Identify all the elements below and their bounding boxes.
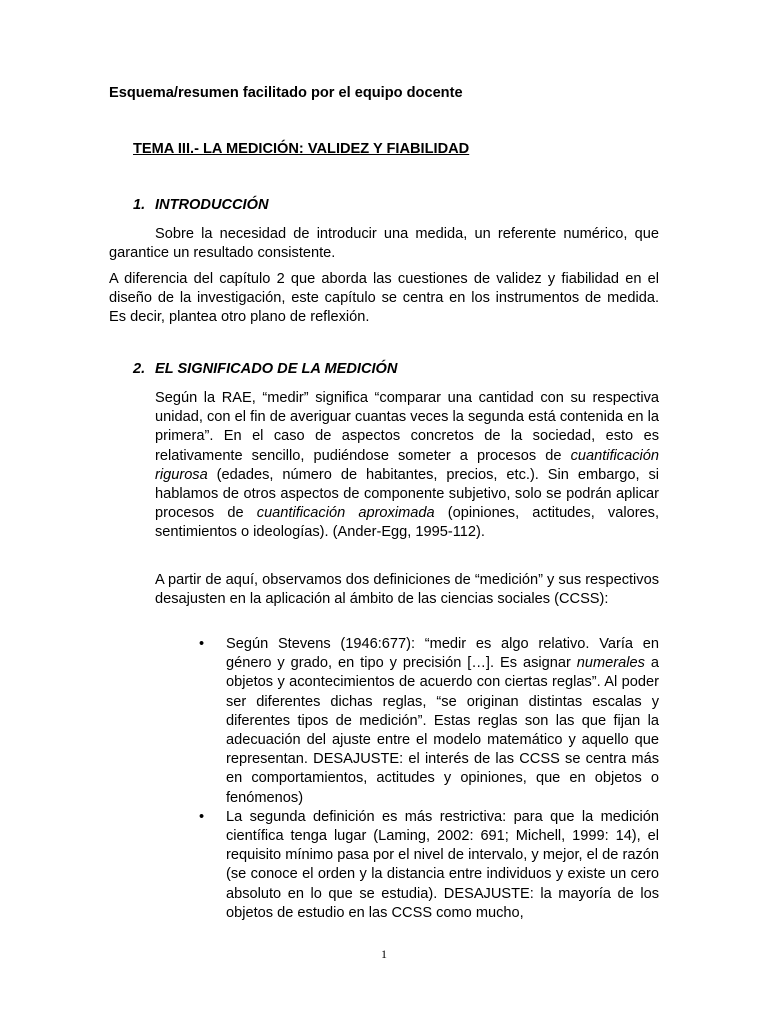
page-number: 1 [381,947,387,961]
section-2-title [133,361,397,377]
document-heading: Esquema/resumen facilitado por el equipo docente [109,85,463,101]
section-1-number: 1. [133,197,146,213]
definitions-list [199,635,659,923]
section-2-title-text: EL SIGNIFICADO DE LA MEDICIÓN [155,361,398,377]
section-1-title-text: INTRODUCCIÓN [155,197,269,213]
emphasis-cuantificacion-rigurosa: cuantificación rigurosa [155,447,659,483]
list-item: • Según Stevens (1946:677): “medir es algo relativo. Varía en género y grado, en tipo y precisión […]. Es asignar numerales a objetos y acontecimientos de acuerdo con ciertas reglas”. Al poder ser diferentes dichas reglas, “se originan distintas escalas y diferentes tipos de medición”. Estas reglas son las que fijan la adecuación del ajuste entre el modelo matemático y aquello que representan. DESAJUSTE: el interés de las CCSS se centra más en comportamientos, actitudes y opiniones, que en objetos o fenómenos) [199,636,660,806]
section-1-paragraph-2: A diferencia del capítulo 2 que aborda las cuestiones de validez y fiabilidad en el diseño de la investigación, este capítulo se centra en los instrumentos de medida. Es decir, plantea otro plano de reflexión. [109,271,659,326]
bullet-icon: • [199,808,205,825]
bullet-icon: • [199,636,205,652]
section-1-title [133,197,269,213]
emphasis-numerales: numerales [576,655,645,672]
section-2-paragraph-1: Según la RAE, “medir” significa “comparar una cantidad con su respectiva unidad, con el fin de averiguar cuantas veces la segunda está contenida en la primera”. En el caso de aspectos concretos de la sociedad, esto es relativamente sencillo, pudiéndose someter a procesos de cuantificación rigurosa (edades, número de habitantes, precios, etc.). Sin embargo, si hablamos de otros aspectos de componente subjetivo, solo se podrán aplicar procesos de cuantificación aproximada (opiniones, actitudes, valores, sentimientos o ideologías). (Ander-Egg, 1995-112). [155,390,660,541]
section-2-number: 2. [133,361,146,377]
section-1-paragraph-1: Sobre la necesidad de introducir una medida, un referente numérico, que garantice un resultado consistente. [109,226,659,262]
topic-title: TEMA III.- LA MEDICIÓN: VALIDEZ Y FIABILIDAD [133,141,470,157]
emphasis-cuantificacion-aproximada: cuantificación aproximada [256,505,435,522]
list-item: • La segunda definición es más restrictiva: para que la medición científica tenga lugar (Laming, 2002: 691; Michell, 1999: 14), el requisito mínimo pasa por el nivel de intervalo, y mejor, el de razón (se conoce el orden y la distancia entre individuos y existe un cero absoluto en lo que se estudia). DESAJUSTE: la mayoría de los objetos de estudio en las CCSS como mucho, [199,808,659,921]
section-2-paragraph-2: A partir de aquí, observamos dos definiciones de “medición” y sus respectivos desajusten en la aplicación al ámbito de las ciencias sociales (CCSS): [155,572,659,608]
